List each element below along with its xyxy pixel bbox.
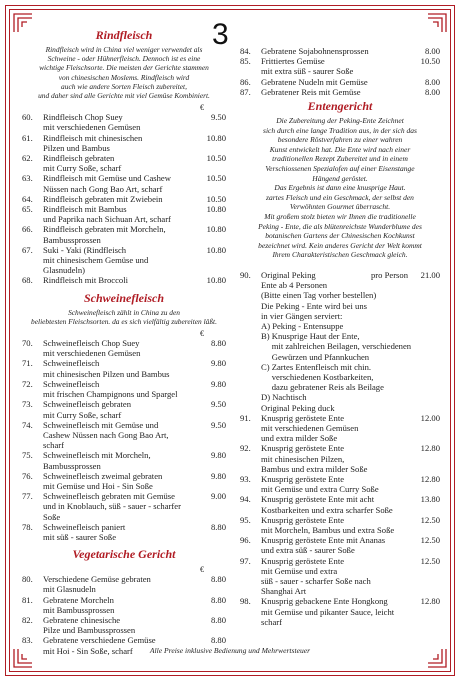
item-number: 78. — [22, 521, 33, 532]
item-price: 10.50 — [206, 193, 226, 204]
corner-ornament-icon — [427, 13, 447, 33]
item-price: 21.00 — [420, 269, 440, 280]
item-price: 12.80 — [420, 596, 440, 607]
left-column — [22, 28, 226, 656]
item-name: Gebratene chinesische Pilze und Bambussprossen — [43, 614, 136, 636]
right-column — [240, 46, 440, 627]
item-price: 8.80 — [210, 338, 226, 349]
item-name: Schweinefleisch paniert mit süß - saurer Soße — [43, 521, 126, 542]
item-number: 68. — [22, 275, 33, 286]
item-name: Original Peking — [261, 269, 316, 280]
item-number: 93. — [240, 473, 251, 484]
menu-item — [22, 204, 226, 224]
section-title-rindfleisch: Rindfleisch — [95, 28, 153, 42]
item-name: Gebratener Reis mit Gemüse — [261, 86, 361, 97]
item-price: 12.80 — [420, 443, 440, 454]
item-name: Rindfleisch mit Broccoli — [43, 275, 128, 286]
item-number: 91. — [240, 412, 251, 423]
menu-item — [22, 522, 226, 542]
menu-item — [240, 56, 440, 76]
item-number: 64. — [22, 193, 33, 204]
peking-description: Ente ab 4 Personen (Bitte einen Tag vorher bestellen) Die Peking - Ente wird bei uns in vier Gängen serviert: A) Peking - Entensuppe B) Knusprige Haut der Ente, mit zahlreichen Beilagen, verschiedenen Gewürzen und Pfannkuchen C) Zartes Entenfleisch mit chin. verschiedenen Kostbarkeiten, dazu gebratener Reis als Beilage D) Nachtisch Original Peking duck — [261, 280, 412, 413]
item-price: 10.50 — [206, 153, 226, 164]
item-price: 12.50 — [420, 555, 440, 566]
section-title-schweinefleisch: Schweinefleisch — [84, 290, 164, 305]
item-price: 9.50 — [210, 419, 226, 430]
item-price: 12.00 — [420, 412, 440, 423]
menu-item — [22, 153, 226, 173]
item-number: 82. — [22, 614, 33, 625]
item-name: Knusprig geröstete Ente mit Gemüse und extra Curry Soße — [261, 473, 379, 495]
footer-note: Alle Preise inklusive Bedienung und Mehrwertsteuer — [149, 646, 311, 655]
item-price: 8.80 — [210, 614, 226, 625]
item-price: 9.80 — [210, 358, 226, 369]
item-number: 98. — [240, 596, 251, 607]
section-title-vegetarisch: Vegetarische Gericht — [72, 547, 176, 562]
item-price: 9.50 — [210, 112, 226, 123]
item-number: 92. — [240, 443, 251, 454]
item-price: 12.50 — [420, 514, 440, 525]
item-price: 10.80 — [206, 244, 226, 255]
menu-item — [22, 450, 226, 470]
item-price: 13.80 — [420, 494, 440, 505]
item-number: 66. — [22, 224, 33, 235]
menu-list-schweinefleisch — [22, 338, 226, 542]
section-description: Rindfleisch wird in China viel weniger verwendet als Schweine - oder Hühnerfleisch. Dennoch ist es eine wichtige Fleischsorte. Die meisten der Gerichte stammen von chinesischen Moslems. Rindfleisch wird auch wie andere Sorten Fleisch zubereitet, und daher sind alle Gerichte mit viel Gemüse Kombiniert. — [38, 45, 210, 101]
item-name: Schweinefleisch gebraten mit Curry Soße, scharf — [43, 399, 132, 420]
item-number: 74. — [22, 419, 33, 430]
currency-label: € — [200, 329, 204, 339]
item-number: 80. — [22, 574, 33, 585]
menu-item — [22, 420, 226, 451]
item-price: 8.00 — [424, 86, 440, 97]
item-number: 77. — [22, 491, 33, 502]
item-name: Knusprig geröstete Ente mit Gemüse und extra süß - sauer - scharfer Soße nach Shanghai Art — [261, 555, 371, 597]
currency-label: € — [200, 565, 204, 575]
menu-item — [22, 112, 226, 132]
menu-item — [240, 443, 440, 474]
item-number: 62. — [22, 153, 33, 164]
item-price: 9.50 — [210, 399, 226, 410]
item-number: 72. — [22, 378, 33, 389]
menu-item — [22, 379, 226, 399]
item-name: Gebratene Morcheln mit Bambussprossen — [43, 594, 115, 615]
item-number: 65. — [22, 204, 33, 215]
item-price: 9.80 — [210, 378, 226, 389]
item-number: 84. — [240, 46, 251, 56]
menu-list-sides — [240, 46, 440, 97]
item-price: 8.80 — [210, 574, 226, 585]
item-price: 10.50 — [206, 173, 226, 184]
item-price: 12.80 — [420, 473, 440, 484]
item-name: Knusprig geröstete Ente mit verschiedenen Gemüsen und extra milder Soße — [261, 412, 359, 444]
item-price: 10.50 — [420, 56, 440, 67]
item-number: 96. — [240, 535, 251, 546]
item-number: 87. — [240, 86, 251, 97]
item-name: Gebratene Nudeln mit Gemüse — [261, 76, 368, 87]
menu-item — [22, 399, 226, 419]
page-number: 3 — [212, 18, 229, 51]
menu-item — [22, 358, 226, 378]
menu-item — [240, 596, 440, 627]
item-name: Rindfleisch mit Gemüse und Cashew Nüssen nach Gong Bao Art, scharf — [43, 173, 171, 194]
item-name: Knusprig geröstete Ente mit acht Kostbarkeiten und extra scharfer Soße — [261, 494, 393, 515]
menu-item — [240, 413, 440, 444]
section-title-entengericht: Entengericht — [307, 99, 373, 114]
item-name: Schweinefleisch Chop Suey mit verschiedenen Gemüsen — [43, 338, 141, 359]
item-name: Schweinefleisch mit frischen Champignons und Spargel — [43, 378, 178, 400]
item-price: 10.80 — [206, 132, 226, 143]
item-name: Rindfleisch gebraten mit Morcheln, Bambussprossen — [43, 224, 166, 245]
item-name: Suki - Yaki (Rindfleisch mit chinesischem Gemüse und Glasnudeln) — [43, 244, 149, 276]
menu-item — [22, 173, 226, 193]
menu-item — [22, 491, 226, 522]
item-number: 97. — [240, 555, 251, 566]
menu-item — [22, 224, 226, 244]
menu-item — [240, 46, 440, 56]
item-number: 75. — [22, 450, 33, 461]
item-number: 95. — [240, 514, 251, 525]
item-number: 76. — [22, 470, 33, 481]
menu-item — [240, 474, 440, 494]
menu-item — [240, 270, 440, 280]
item-name: Gebratene Sojabohnensprossen — [261, 46, 369, 56]
menu-item — [22, 245, 226, 276]
item-name: Schweinefleisch mit Morcheln, Bambussprossen — [43, 450, 151, 471]
item-name: Verschiedene Gemüse gebraten mit Glasnudeln — [43, 574, 151, 595]
item-name: Schweinefleisch mit chinesischen Pilzen und Bambus — [43, 358, 170, 379]
item-price: 9.80 — [210, 450, 226, 461]
section-description: Die Zubereitung der Peking-Ente Zeichnet sich durch eine lange Tradition aus, in der sich das besondere Röstverfahren zu einer wahren Kunst entwickelt hat. Die Ente wird nach einer traditionellen Rezept Zubereitet und in einem Verschiossenen Spezialofen auf einer Eisenstange Hängend geröstet. Das Ergebnis ist dann eine knusprige Haut. zartes Fleisch und ein Geschmack, der selbst den Verwöhnten Gourmet überrascht. Mit großem stolz bieten wir Ihnen die traditionelle Peking - Ente, die als blütenreichste Wunderblume des botanischen Gartens der Chinesischen Kochkunst bezeichnet wird. Kein anderes Gericht der Welt kommt Ihrem Charakteristischen Geschmack gleich. — [258, 116, 422, 260]
menu-item — [240, 556, 440, 597]
per-person-label: pro Person — [371, 269, 408, 280]
item-price: 9.80 — [210, 470, 226, 481]
item-name: Schweinefleisch gebraten mit Gemüse und in Knoblauch, süß - sauer - scharfer Soße — [43, 491, 181, 522]
item-number: 73. — [22, 399, 33, 410]
item-name: Rindfleisch mit Bambus und Paprika nach Sichuan Art, scharf — [43, 204, 171, 225]
menu-item — [22, 133, 226, 153]
item-name: Frittiertes Gemüse mit extra süß - saurer Soße — [261, 56, 354, 77]
menu-item — [22, 194, 226, 204]
item-price: 8.80 — [210, 521, 226, 532]
item-name: Gebratene verschiedene Gemüse mit Hoi - Sin Soße, scharf — [43, 635, 156, 656]
item-name: Knusprig geröstete Ente mit Morcheln, Bambus und extra Soße — [261, 514, 395, 535]
item-price: 10.80 — [206, 224, 226, 235]
item-number: 85. — [240, 56, 251, 67]
section-description: Schweinefleisch zählt in China zu den beliebtesten Fleischsorten. da es sich vielfältig zubereiten läßt. — [31, 307, 217, 326]
item-number: 83. — [22, 635, 33, 646]
item-price: 9.00 — [210, 491, 226, 502]
menu-item — [240, 77, 440, 87]
menu-item — [240, 87, 440, 97]
item-number: 71. — [22, 358, 33, 369]
menu-item — [240, 515, 440, 535]
menu-list-vegetarisch — [22, 574, 226, 656]
item-name: Rindfleisch gebraten mit Zwiebein — [43, 193, 163, 204]
item-number: 90. — [240, 269, 251, 280]
item-price: 12.50 — [420, 535, 440, 546]
currency-label: € — [200, 103, 204, 113]
item-number: 63. — [22, 173, 33, 184]
item-number: 81. — [22, 594, 33, 605]
item-number: 86. — [240, 76, 251, 87]
item-name: Rindfleisch gebraten mit Curry Soße, scharf — [43, 153, 122, 174]
item-name: Knusprig geröstete Ente mit Ananas und extra süß - saurer Soße — [261, 535, 386, 556]
item-number: 61. — [22, 132, 33, 143]
menu-item — [22, 595, 226, 615]
item-price: 8.80 — [210, 635, 226, 646]
menu-list-entengericht — [240, 413, 440, 627]
item-name: Rindfleisch mit chinesischen Pilzen und Bambus — [43, 132, 143, 153]
item-name: Schweinefleisch mit Gemüse und Cashew Nüssen nach Gong Bao Art, scharf — [43, 419, 169, 451]
item-price: 8.00 — [424, 76, 440, 87]
item-price: 10.80 — [206, 204, 226, 215]
item-price: 8.00 — [424, 46, 440, 56]
item-price: 8.80 — [210, 594, 226, 605]
item-number: 94. — [240, 494, 251, 505]
menu-item — [22, 574, 226, 594]
item-name: Knusprig geröstete Ente mit chinesischen Pilzen, Bambus und extra milder Soße — [261, 443, 368, 474]
menu-list-rindfleisch — [22, 112, 226, 285]
item-price: 10.80 — [206, 275, 226, 286]
menu-item — [240, 494, 440, 514]
menu-item — [22, 615, 226, 635]
menu-item — [22, 338, 226, 358]
menu-item — [22, 275, 226, 285]
item-name: Schweinefleisch zweimal gebraten mit Gemüse und Hoi - Sin Soße — [43, 470, 163, 491]
menu-item — [240, 535, 440, 555]
item-number: 60. — [22, 112, 33, 123]
item-name: Knusprig gebackene Ente Hongkong mit Gemüse und pikanter Sauce, leicht scharf — [261, 596, 395, 627]
item-number: 70. — [22, 338, 33, 349]
item-number: 67. — [22, 244, 33, 255]
item-name: Rindfleisch Chop Suey mit verschiedenen Gemüsen — [43, 112, 141, 133]
menu-item — [22, 471, 226, 491]
